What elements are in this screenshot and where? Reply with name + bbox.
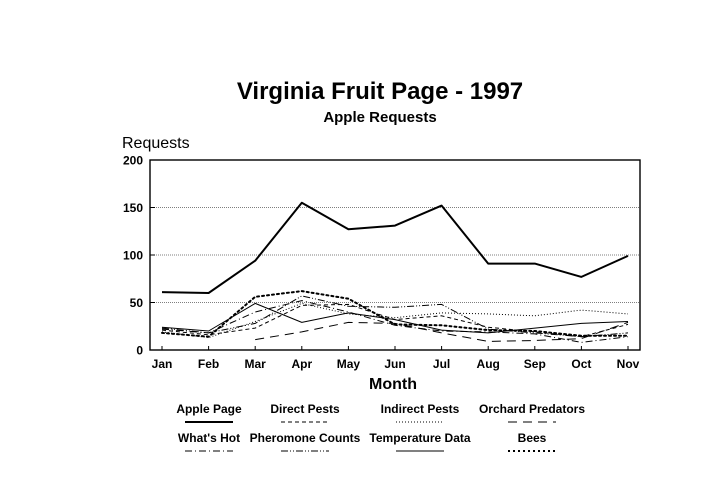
series-line bbox=[162, 203, 628, 293]
y-tick-label: 0 bbox=[136, 343, 143, 358]
y-tick-label: 150 bbox=[122, 201, 143, 215]
x-tick-label: Mar bbox=[244, 357, 266, 371]
legend-label: Orchard Predators bbox=[478, 402, 586, 416]
legend-label: What's Hot bbox=[177, 431, 241, 445]
series-line bbox=[162, 291, 628, 337]
legend bbox=[176, 402, 585, 451]
gridlines bbox=[150, 208, 640, 303]
x-tick-label: Feb bbox=[197, 357, 220, 371]
legend-label: Direct Pests bbox=[270, 402, 340, 416]
legend-label: Apple Page bbox=[176, 402, 242, 416]
legend-label: Indirect Pests bbox=[380, 402, 460, 416]
x-tick-label: Jul bbox=[432, 357, 451, 371]
y-tick-label: 100 bbox=[122, 248, 143, 263]
x-tick-label: Sep bbox=[523, 357, 546, 371]
series-line bbox=[162, 303, 628, 337]
x-tick-label: Apr bbox=[291, 357, 313, 371]
x-axis-label: Month bbox=[369, 376, 417, 393]
x-tick-label: Jan bbox=[151, 357, 173, 371]
legend-label: Temperature Data bbox=[369, 431, 471, 445]
y-tick-label: 50 bbox=[129, 296, 143, 310]
series-lines bbox=[162, 203, 628, 343]
legend-label: Bees bbox=[517, 431, 547, 445]
chart-subtitle: Apple Requests bbox=[323, 109, 437, 126]
y-axis-label: Requests bbox=[122, 135, 190, 152]
x-tick-label: Aug bbox=[476, 357, 500, 371]
x-tick-label: May bbox=[336, 357, 361, 371]
legend-label: Pheromone Counts bbox=[249, 431, 361, 445]
x-tick-label: Oct bbox=[571, 357, 592, 371]
series-line bbox=[162, 304, 628, 336]
y-tick-label: 200 bbox=[122, 153, 143, 168]
x-tick-label: Nov bbox=[616, 357, 640, 371]
chart-title: Virginia Fruit Page - 1997 bbox=[236, 78, 524, 105]
x-tick-label: Jun bbox=[384, 357, 406, 371]
